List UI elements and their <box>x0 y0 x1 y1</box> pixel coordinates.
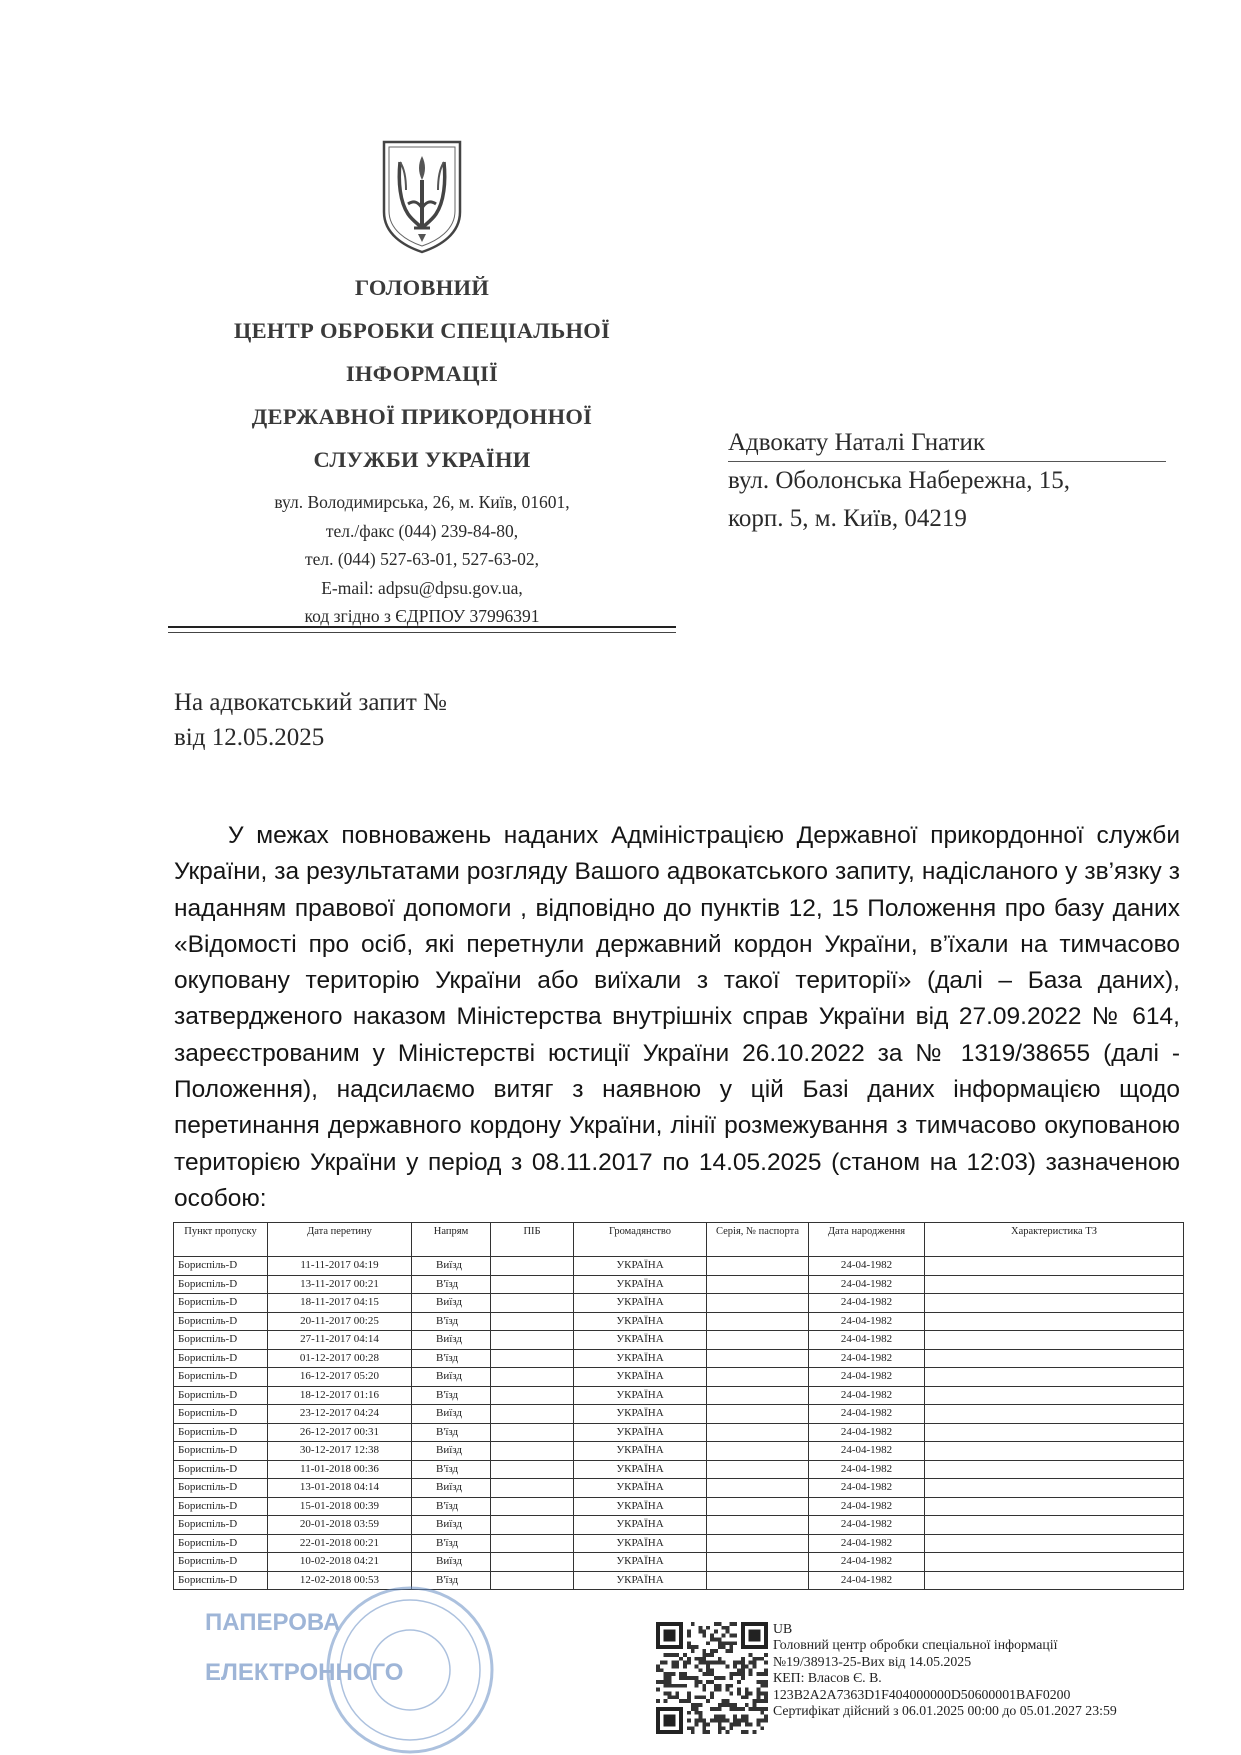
table-row <box>174 1275 1184 1294</box>
table-cell: 24-04-1982 <box>809 1386 925 1405</box>
table-cell <box>707 1553 809 1572</box>
table-cell: Виїзд <box>412 1405 491 1424</box>
table-cell <box>925 1553 1184 1572</box>
table-cell <box>491 1368 574 1387</box>
table-cell: 24-04-1982 <box>809 1331 925 1350</box>
table-cell <box>925 1257 1184 1276</box>
table-row <box>174 1423 1184 1442</box>
table-cell <box>707 1479 809 1498</box>
esign-line: UB <box>773 1621 793 1636</box>
table-cell <box>491 1423 574 1442</box>
table-row <box>174 1386 1184 1405</box>
table-cell: 18-12-2017 01:16 <box>268 1386 412 1405</box>
table-cell: В'їзд <box>412 1534 491 1553</box>
organization-name <box>168 266 676 481</box>
table-cell: УКРАЇНА <box>574 1479 707 1498</box>
table-cell: 24-04-1982 <box>809 1312 925 1331</box>
letterhead-divider-thin <box>168 632 676 633</box>
table-cell <box>925 1386 1184 1405</box>
table-cell: Бориспіль-D <box>174 1405 268 1424</box>
table-cell <box>491 1275 574 1294</box>
table-cell <box>925 1479 1184 1498</box>
table-cell: Виїзд <box>412 1257 491 1276</box>
table-cell: 15-01-2018 00:39 <box>268 1497 412 1516</box>
table-row <box>174 1331 1184 1350</box>
table-cell <box>707 1294 809 1313</box>
table-cell: В'їзд <box>412 1460 491 1479</box>
table-cell <box>707 1460 809 1479</box>
table-cell: 24-04-1982 <box>809 1349 925 1368</box>
table-cell: Бориспіль-D <box>174 1479 268 1498</box>
addressee-address-line: вул. Оболонська Набережна, 15, <box>728 467 1070 494</box>
table-cell: Виїзд <box>412 1368 491 1387</box>
table-cell: Бориспіль-D <box>174 1423 268 1442</box>
column-header: Дата народження <box>809 1223 925 1257</box>
table-cell <box>925 1497 1184 1516</box>
table-cell <box>491 1331 574 1350</box>
esign-line: Сертифікат дійсний з 06.01.2025 00:00 до 05.01.2027 23:59 <box>773 1702 1117 1718</box>
table-cell <box>707 1442 809 1461</box>
table-cell: 11-01-2018 00:36 <box>268 1460 412 1479</box>
esign-line: №19/38913-25-Вих від 14.05.2025 <box>773 1653 972 1669</box>
table-row <box>174 1442 1184 1461</box>
org-line: СЛУЖБИ УКРАЇНИ <box>313 447 531 472</box>
table-row <box>174 1257 1184 1276</box>
table-cell: Бориспіль-D <box>174 1331 268 1350</box>
table-cell: УКРАЇНА <box>574 1460 707 1479</box>
table-cell <box>707 1497 809 1516</box>
table-row <box>174 1497 1184 1516</box>
letterhead-divider <box>168 626 676 628</box>
table-cell: 24-04-1982 <box>809 1497 925 1516</box>
table-cell: Бориспіль-D <box>174 1275 268 1294</box>
stamp-text: ЕЛЕКТРОННОГО <box>205 1659 404 1686</box>
table-cell: 10-02-2018 04:21 <box>268 1553 412 1572</box>
table-cell <box>707 1368 809 1387</box>
table-cell <box>925 1405 1184 1424</box>
contact-phone: тел. (044) 527-63-01, 527-63-02, <box>304 549 540 569</box>
table-cell: УКРАЇНА <box>574 1534 707 1553</box>
table-cell <box>491 1349 574 1368</box>
table-cell: 24-04-1982 <box>809 1294 925 1313</box>
table-cell <box>925 1460 1184 1479</box>
table-cell <box>707 1571 809 1590</box>
table-cell: 30-12-2017 12:38 <box>268 1442 412 1461</box>
table-cell: УКРАЇНА <box>574 1275 707 1294</box>
column-header: Дата перетину <box>268 1223 412 1257</box>
table-row <box>174 1479 1184 1498</box>
table-cell: УКРАЇНА <box>574 1497 707 1516</box>
table-cell <box>925 1349 1184 1368</box>
table-cell: Виїзд <box>412 1516 491 1535</box>
table-cell: 24-04-1982 <box>809 1460 925 1479</box>
table-cell <box>707 1534 809 1553</box>
table-row <box>174 1460 1184 1479</box>
table-cell: 27-11-2017 04:14 <box>268 1331 412 1350</box>
org-line: ЦЕНТР ОБРОБКИ СПЕЦІАЛЬНОЇ <box>233 318 611 343</box>
table-cell: УКРАЇНА <box>574 1553 707 1572</box>
table-cell: 24-04-1982 <box>809 1257 925 1276</box>
table-row <box>174 1294 1184 1313</box>
table-cell: Бориспіль-D <box>174 1516 268 1535</box>
request-reference <box>174 685 447 755</box>
table-cell <box>925 1294 1184 1313</box>
coat-of-arms-icon <box>378 138 466 256</box>
table-row <box>174 1534 1184 1553</box>
column-header: Громадянство <box>574 1223 707 1257</box>
addressee-name: Адвокату Наталі Гнатик <box>728 425 1166 462</box>
stamp-text: ПАПЕРОВА <box>205 1609 341 1636</box>
table-cell: УКРАЇНА <box>574 1386 707 1405</box>
column-header: Характеристика ТЗ <box>925 1223 1184 1257</box>
table-cell: 24-04-1982 <box>809 1516 925 1535</box>
letter-body <box>174 818 1180 1217</box>
table-cell: В'їзд <box>412 1275 491 1294</box>
table-cell <box>491 1553 574 1572</box>
esign-line: КЕП: Власов Є. В. <box>773 1670 882 1686</box>
table-cell: Виїзд <box>412 1553 491 1572</box>
qr-code <box>656 1622 768 1734</box>
office-stamp <box>195 1575 535 1755</box>
table-cell: 18-11-2017 04:15 <box>268 1294 412 1313</box>
table-cell <box>925 1275 1184 1294</box>
table-row <box>174 1516 1184 1535</box>
table-cell <box>925 1423 1184 1442</box>
addressee-block <box>728 425 1168 538</box>
table-cell <box>925 1331 1184 1350</box>
table-cell: 13-01-2018 04:14 <box>268 1479 412 1498</box>
table-cell <box>491 1294 574 1313</box>
table-cell: Бориспіль-D <box>174 1294 268 1313</box>
org-line: ДЕРЖАВНОЇ ПРИКОРДОННОЇ <box>251 404 593 429</box>
table-cell: 24-04-1982 <box>809 1571 925 1590</box>
table-cell <box>491 1460 574 1479</box>
table-cell: В'їзд <box>412 1423 491 1442</box>
table-cell <box>925 1442 1184 1461</box>
table-cell: Бориспіль-D <box>174 1534 268 1553</box>
column-header: Пункт пропуску <box>174 1223 268 1257</box>
org-line: ІНФОРМАЦІЇ <box>345 361 499 386</box>
table-cell: Бориспіль-D <box>174 1571 268 1590</box>
table-cell: Бориспіль-D <box>174 1349 268 1368</box>
table-cell: 23-12-2017 04:24 <box>268 1405 412 1424</box>
table-cell: УКРАЇНА <box>574 1442 707 1461</box>
column-header: Напрям <box>412 1223 491 1257</box>
table-cell: Бориспіль-D <box>174 1497 268 1516</box>
table-cell <box>925 1516 1184 1535</box>
table-row <box>174 1368 1184 1387</box>
esign-line: 123B2A2A7363D1F404000000D50600001BAF0200 <box>773 1686 1071 1702</box>
table-cell: 24-04-1982 <box>809 1534 925 1553</box>
reference-number: На адвокатський запит № <box>174 689 447 716</box>
table-cell <box>707 1349 809 1368</box>
body-paragraph: У межах повноважень наданих Адміністрацією Державної прикордонної служби України, за результатами розгляду Вашого адвокатського запиту, надісланого у зв’язку з наданням правової допомоги , відповідно до пунктів 12, 15 Положення про базу даних «Відомості про осіб, які перетнули державний кордон України, в’їхали на тимчасово окуповану територію України або виїхали з такої території» (далі – База даних), затвердженого наказом Міністерства внутрішніх справ України від 27.09.2022 № 614, зареєстрованим у Міністерстві юстиції України 26.10.2022 за № 1319/38655 (далі - Положення), надсилаємо витяг з наявною у цій Базі даних інформацією щодо перетинання державного кордону України, лінії розмежування з тимчасово окупованою територією України у період з 08.11.2017 по 14.05.2025 (станом на 12:03) зазначеною особою: <box>174 822 1180 1212</box>
table-cell: УКРАЇНА <box>574 1368 707 1387</box>
table-cell <box>491 1386 574 1405</box>
table-cell <box>925 1312 1184 1331</box>
contact-address: вул. Володимирська, 26, м. Київ, 01601, <box>274 492 570 512</box>
table-cell <box>925 1534 1184 1553</box>
reference-date: від 12.05.2025 <box>174 724 325 751</box>
esign-line: Головний центр обробки спеціальної інформації <box>773 1637 1058 1653</box>
table-cell <box>491 1312 574 1331</box>
contact-fax: тел./факс (044) 239-84-80, <box>325 520 519 541</box>
table-cell: Виїзд <box>412 1331 491 1350</box>
table-cell <box>707 1312 809 1331</box>
table-cell: Бориспіль-D <box>174 1553 268 1572</box>
table-header-row <box>174 1223 1184 1257</box>
table-cell: Бориспіль-D <box>174 1460 268 1479</box>
table-cell <box>925 1571 1184 1590</box>
addressee-address-line: корп. 5, м. Київ, 04219 <box>728 505 967 532</box>
table-cell: УКРАЇНА <box>574 1423 707 1442</box>
table-cell: 24-04-1982 <box>809 1405 925 1424</box>
table-cell: 22-01-2018 00:21 <box>268 1534 412 1553</box>
table-cell: УКРАЇНА <box>574 1257 707 1276</box>
table-cell <box>707 1405 809 1424</box>
table-cell <box>707 1423 809 1442</box>
table-cell: 24-04-1982 <box>809 1553 925 1572</box>
electronic-signature-block <box>773 1621 1233 1719</box>
table-cell: Бориспіль-D <box>174 1312 268 1331</box>
table-cell: 13-11-2017 00:21 <box>268 1275 412 1294</box>
table-cell: 12-02-2018 00:53 <box>268 1571 412 1590</box>
table-cell: УКРАЇНА <box>574 1294 707 1313</box>
table-cell: 24-04-1982 <box>809 1275 925 1294</box>
table-row <box>174 1349 1184 1368</box>
table-cell: 01-12-2017 00:28 <box>268 1349 412 1368</box>
table-cell <box>491 1479 574 1498</box>
table-cell: УКРАЇНА <box>574 1349 707 1368</box>
table-cell: 20-11-2017 00:25 <box>268 1312 412 1331</box>
contact-email: E-mail: adpsu@dpsu.gov.ua, <box>321 577 523 598</box>
table-cell: Виїзд <box>412 1442 491 1461</box>
table-cell <box>707 1275 809 1294</box>
table-cell: В'їзд <box>412 1497 491 1516</box>
table-cell: УКРАЇНА <box>574 1405 707 1424</box>
table-cell: Бориспіль-D <box>174 1386 268 1405</box>
column-header: ПІБ <box>491 1223 574 1257</box>
table-cell: В'їзд <box>412 1571 491 1590</box>
table-row <box>174 1312 1184 1331</box>
table-row <box>174 1405 1184 1424</box>
table-cell: 26-12-2017 00:31 <box>268 1423 412 1442</box>
table-cell: УКРАЇНА <box>574 1312 707 1331</box>
table-cell: Бориспіль-D <box>174 1442 268 1461</box>
table-cell: В'їзд <box>412 1312 491 1331</box>
table-cell: 24-04-1982 <box>809 1479 925 1498</box>
border-crossings-table <box>173 1222 1184 1590</box>
table-cell: В'їзд <box>412 1386 491 1405</box>
table-cell: 11-11-2017 04:19 <box>268 1257 412 1276</box>
table-cell <box>491 1405 574 1424</box>
table-cell: УКРАЇНА <box>574 1331 707 1350</box>
table-cell: 24-04-1982 <box>809 1423 925 1442</box>
table-cell <box>491 1497 574 1516</box>
table-cell <box>491 1442 574 1461</box>
organization-contacts <box>168 488 676 631</box>
table-cell: 24-04-1982 <box>809 1442 925 1461</box>
table-cell: Бориспіль-D <box>174 1368 268 1387</box>
table-cell: УКРАЇНА <box>574 1516 707 1535</box>
contact-edrpou: код згідно з ЄДРПОУ 37996391 <box>304 606 540 626</box>
table-cell: Виїзд <box>412 1294 491 1313</box>
table-cell <box>491 1257 574 1276</box>
table-cell: Виїзд <box>412 1479 491 1498</box>
table-row <box>174 1553 1184 1572</box>
org-line: ГОЛОВНИЙ <box>354 275 490 300</box>
table-cell <box>491 1534 574 1553</box>
table-cell <box>491 1516 574 1535</box>
table-cell: 16-12-2017 05:20 <box>268 1368 412 1387</box>
table-cell: В'їзд <box>412 1349 491 1368</box>
table-cell: Бориспіль-D <box>174 1257 268 1276</box>
column-header: Серія, № паспорта <box>707 1223 809 1257</box>
table-cell: 20-01-2018 03:59 <box>268 1516 412 1535</box>
table-cell: УКРАЇНА <box>574 1571 707 1590</box>
table-cell <box>925 1368 1184 1387</box>
table-cell: 24-04-1982 <box>809 1368 925 1387</box>
table-cell <box>707 1386 809 1405</box>
table-cell <box>707 1331 809 1350</box>
table-cell <box>707 1516 809 1535</box>
table-cell <box>707 1257 809 1276</box>
